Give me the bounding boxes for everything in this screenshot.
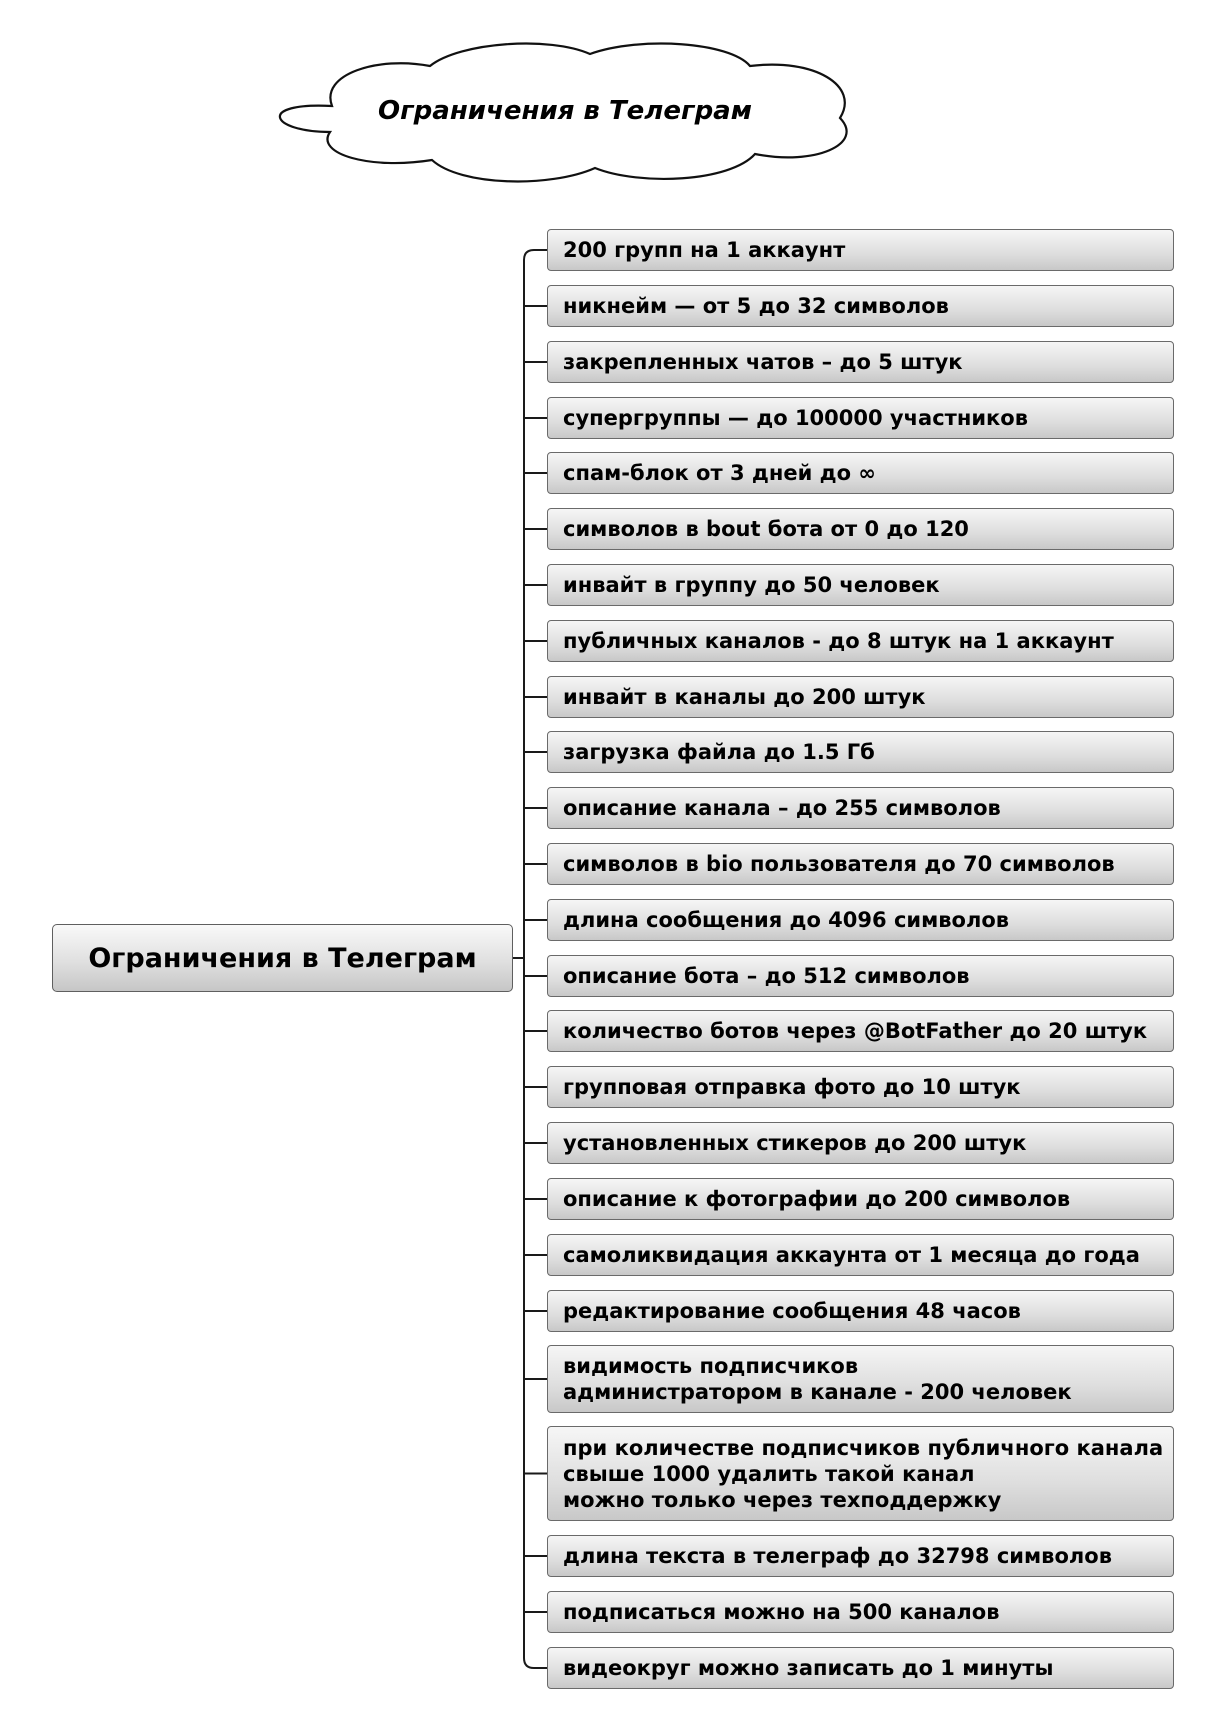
limit-node [547, 1122, 1174, 1164]
limit-node [547, 564, 1174, 606]
connector-spine [524, 250, 547, 1668]
limit-node-label: загрузка файла до 1.5 Гб [563, 740, 875, 764]
limit-node [547, 508, 1174, 550]
limit-node-label: инвайт в каналы до 200 штук [563, 685, 926, 709]
limit-node [547, 1426, 1174, 1521]
limit-node [547, 955, 1174, 997]
limit-node-label: закрепленных чатов – до 5 штук [563, 350, 963, 374]
limit-node-label: групповая отправка фото до 10 штук [563, 1075, 1021, 1099]
limit-node-label: самоликвидация аккаунта от 1 месяца до года [563, 1243, 1140, 1267]
limit-node-label: длина сообщения до 4096 символов [563, 908, 1010, 932]
limit-node [547, 229, 1174, 271]
limit-node [547, 843, 1174, 885]
limit-node [547, 1066, 1174, 1108]
limit-node-label: редактирование сообщения 48 часов [563, 1299, 1021, 1323]
limit-node-label: установленных стикеров до 200 штук [563, 1131, 1027, 1155]
limit-node-label: видимость подписчиков администратором в канале - 200 человек [563, 1354, 1072, 1404]
limit-node-label: публичных каналов - до 8 штук на 1 аккаунт [563, 629, 1114, 653]
limit-node-label: описание канала – до 255 символов [563, 796, 1001, 820]
limit-node [547, 397, 1174, 439]
limit-node-label: количество ботов через @BotFather до 20 штук [563, 1019, 1148, 1043]
limit-node-label: символов в bout бота от 0 до 120 [563, 517, 969, 541]
limit-node-label: никнейм — от 5 до 32 символов [563, 294, 949, 318]
limit-node [547, 1345, 1174, 1413]
limit-node [547, 1591, 1174, 1633]
limit-node [547, 341, 1174, 383]
limit-node-label: описание к фотографии до 200 символов [563, 1187, 1071, 1211]
limit-node [547, 1234, 1174, 1276]
limit-node [547, 1535, 1174, 1577]
limit-node-label: подписаться можно на 500 каналов [563, 1600, 1000, 1624]
limit-node-label: 200 групп на 1 аккаунт [563, 238, 846, 262]
limit-node [547, 899, 1174, 941]
limit-node [547, 620, 1174, 662]
limit-node-label: символов в bio пользователя до 70 символов [563, 852, 1115, 876]
limit-node-label: инвайт в группу до 50 человек [563, 573, 940, 597]
limit-node [547, 1178, 1174, 1220]
limit-node [547, 731, 1174, 773]
limit-node-label: описание бота – до 512 символов [563, 964, 970, 988]
title-cloud-text: Ограничения в Телеграм [378, 96, 752, 126]
limit-node-label: длина текста в телеграф до 32798 символов [563, 1544, 1112, 1568]
limit-node [547, 1010, 1174, 1052]
limit-node-label: при количестве подписчиков публичного канала свыше 1000 удалить такой канал можно только через техподдержку [563, 1435, 1164, 1512]
limit-node [547, 1290, 1174, 1332]
limit-node-label: супергруппы — до 100000 участников [563, 406, 1029, 430]
limit-node [547, 676, 1174, 718]
limit-node [547, 452, 1174, 494]
limit-node [547, 1647, 1174, 1689]
limit-node [547, 787, 1174, 829]
central-node: Ограничения в Телеграм [52, 924, 513, 992]
limit-node-label: видеокруг можно записать до 1 минуты [563, 1656, 1054, 1680]
limit-node-label: спам-блок от 3 дней до ∞ [563, 461, 876, 485]
limit-node [547, 285, 1174, 327]
